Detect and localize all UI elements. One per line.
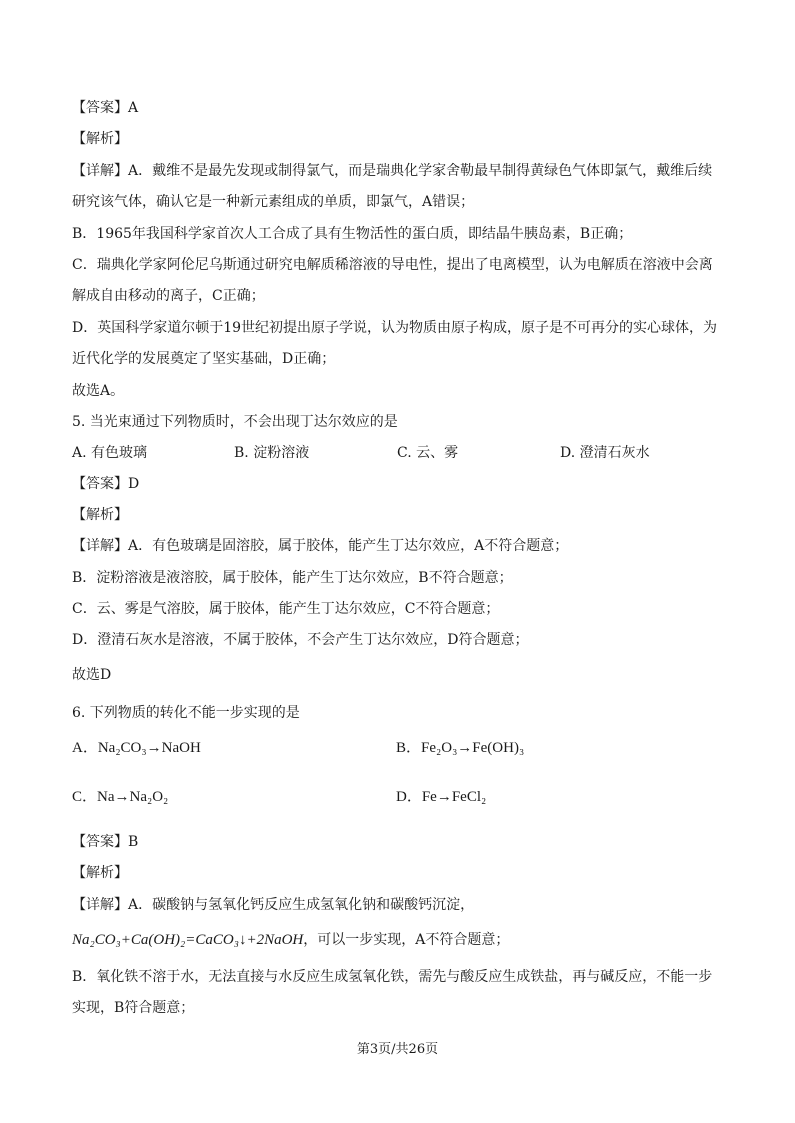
q5-detail-b: B．淀粉溶液是液溶胶，属于胶体，能产生丁达尔效应，B不符合题意； bbox=[72, 570, 513, 586]
q5-analysis-label: 【解析】 bbox=[72, 507, 128, 523]
q6-detail-b-line1: B．氧化铁不溶于水，无法直接与水反应生成氢氧化铁，需先与酸反应生成铁盐，再与碱反应，不能一步 bbox=[72, 969, 713, 985]
q5-detail-c: C．云、雾是气溶胶，属于胶体，能产生丁达尔效应，C不符合题意； bbox=[72, 601, 500, 617]
q6-answer-label: 【答案】B bbox=[72, 834, 139, 850]
q5-answer-label: 【答案】D bbox=[72, 476, 140, 492]
q5-detail-d: D．澄清石灰水是溶液，不属于胶体，不会产生丁达尔效应，D符合题意； bbox=[72, 632, 529, 648]
q4-answer-label: 【答案】A bbox=[72, 100, 139, 116]
q6-option-a: A．Na₂CO₃→NaOH bbox=[72, 740, 201, 756]
q6-option-c: C．Na→Na₂O₂ bbox=[72, 789, 169, 805]
q5-question: 5. 当光束通过下列物质时，不会出现丁达尔效应的是 bbox=[72, 414, 398, 430]
q4-detail-c-line1: C．瑞典化学家阿伦尼乌斯通过研究电解质稀溶液的导电性，提出了电离模型，认为电解质在溶液中会离 bbox=[72, 257, 713, 273]
q4-detail-c-line2: 解成自由移动的离子，C正确； bbox=[72, 288, 265, 304]
q5-option-c: C. 云、雾 bbox=[397, 445, 459, 461]
q4-analysis-label: 【解析】 bbox=[72, 131, 128, 147]
q5-option-b: B. 淀粉溶液 bbox=[234, 445, 310, 461]
q4-detail-d-line2: 近代化学的发展奠定了坚实基础，D正确； bbox=[72, 351, 336, 367]
page-footer: 第3页/共26页 bbox=[356, 1042, 439, 1057]
q6-detail-a-text: ，可以一步实现，A不符合题意； bbox=[303, 932, 510, 948]
q6-detail-a-line1: 【详解】A．碳酸钠与氢氧化钙反应生成氢氧化钠和碳酸钙沉淀， bbox=[72, 897, 475, 913]
q4-conclusion: 故选A。 bbox=[72, 383, 125, 399]
q5-option-a: A. 有色玻璃 bbox=[72, 445, 148, 461]
q6-chemical-equation: Na₂CO₃+Ca(OH)₂=CaCO₃↓+2NaOH bbox=[72, 932, 304, 948]
q4-detail-a-line1: 【详解】A．戴维不是最先发现或制得氯气，而是瑞典化学家舍勒最早制得黄绿色气体即氯气，戴维后续 bbox=[72, 163, 713, 179]
q4-detail-b: B．1965年我国科学家首次人工合成了具有生物活性的蛋白质，即结晶牛胰岛素，B正确； bbox=[72, 226, 633, 242]
q4-detail-a-line2: 研究该气体，确认它是一种新元素组成的单质，即氯气，A错误； bbox=[72, 194, 475, 210]
q6-question: 6. 下列物质的转化不能一步实现的是 bbox=[72, 705, 300, 721]
q6-analysis-label: 【解析】 bbox=[72, 865, 128, 881]
q5-detail-a: 【详解】A．有色玻璃是固溶胶，属于胶体，能产生丁达尔效应，A不符合题意； bbox=[72, 538, 569, 554]
q6-detail-b-line2: 实现，B符合题意； bbox=[72, 1000, 195, 1016]
q5-conclusion: 故选D bbox=[72, 667, 112, 683]
q4-detail-d-line1: D．英国科学家道尔顿于19世纪初提出原子学说，认为物质由原子构成，原子是不可再分的实心球体，为 bbox=[72, 320, 718, 336]
q6-option-b: B．Fe₂O₃→Fe(OH)₃ bbox=[396, 740, 525, 756]
q6-detail-a-line2 bbox=[72, 930, 509, 950]
q5-option-d: D. 澄清石灰水 bbox=[560, 445, 650, 461]
q6-option-d: D．Fe→FeCl₂ bbox=[396, 789, 487, 805]
